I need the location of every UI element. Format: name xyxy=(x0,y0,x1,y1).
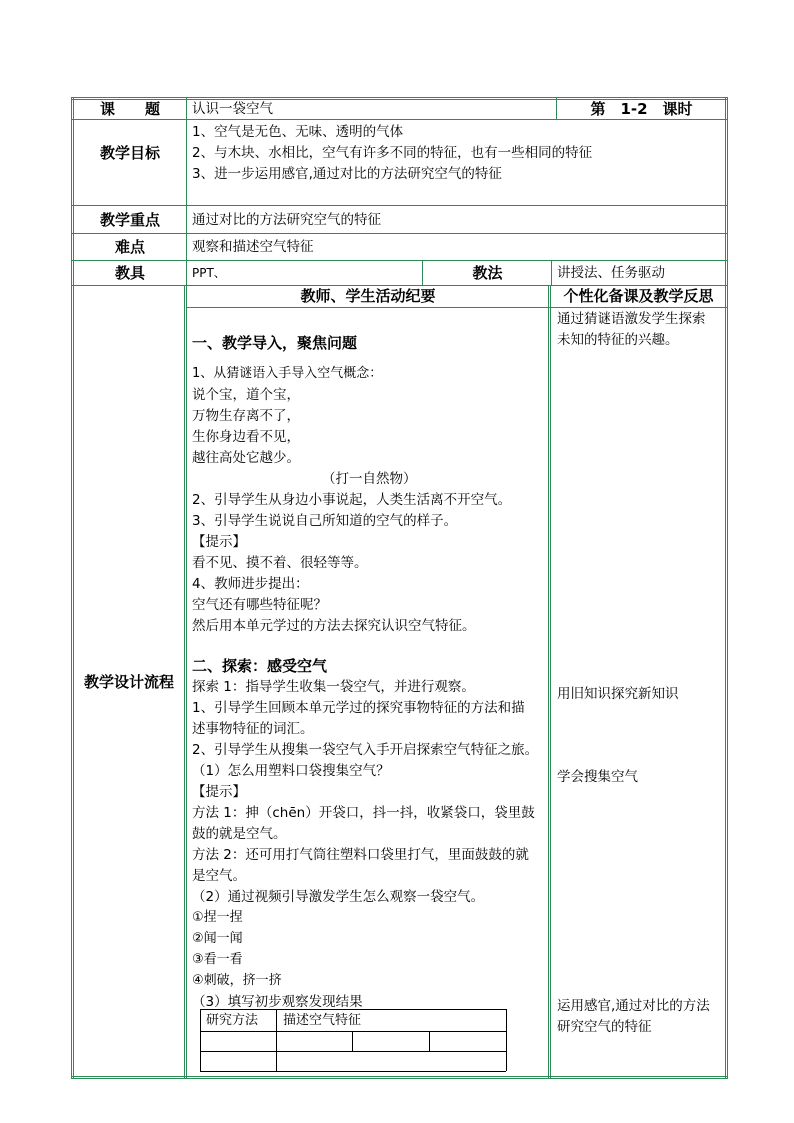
border-bottom xyxy=(72,1076,727,1079)
tools-label: 教具 xyxy=(114,264,145,282)
col-divider xyxy=(422,260,423,285)
col-divider xyxy=(551,260,552,285)
topic-value: 认识一袋空气 xyxy=(192,101,273,117)
focus-label: 教学重点 xyxy=(99,211,160,229)
tools-value: PPT、 xyxy=(192,266,226,280)
activity-line: （1）怎么用塑料口袋搜集空气？ xyxy=(192,763,390,779)
reflection-column-header: 个性化备课及教学反思 xyxy=(563,287,714,305)
activity-line: 2、引导学生从搜集一袋空气入手开启探索空气特征之旅。 xyxy=(192,742,539,758)
activity-line: 越往高处它越少。 xyxy=(192,450,300,466)
activity-line: 是空气。 xyxy=(192,868,246,884)
activity-line: （3）填写初步观察发现结果 xyxy=(192,994,363,1010)
activity-line: ③看一看 xyxy=(192,952,243,967)
section-heading: 一、教学导入，聚焦问题 xyxy=(192,334,358,352)
topic-label: 课 题 xyxy=(99,100,160,118)
method-label: 教法 xyxy=(472,264,503,282)
activity-line: 3、引导学生说说自己所知道的空气的样子。 xyxy=(192,513,458,529)
border-right xyxy=(725,97,728,1079)
activity-line: ②闻一闻 xyxy=(192,931,243,946)
activity-line: 方法 2：还可用打气筒往塑料口袋里打气，里面鼓鼓的就 xyxy=(192,847,529,863)
activity-line: 【提示】 xyxy=(192,534,246,550)
col-divider xyxy=(184,285,187,1079)
activity-line: 万物生存离不了， xyxy=(192,408,300,424)
activity-line: ④刺破，挤一挤 xyxy=(192,973,282,988)
activity-line: 生你身边看不见， xyxy=(192,429,300,445)
activity-line: 方法 1：抻（chēn）开袋口，抖一抖，收紧袋口，袋里鼓 xyxy=(192,805,535,821)
col-divider xyxy=(548,285,551,1079)
goal-item: 3、进一步运用感官,通过对比的方法研究空气的特征 xyxy=(192,166,502,182)
reflection-note: 学会搜集空气 xyxy=(557,769,638,785)
activity-line: 说个宝，道个宝， xyxy=(192,387,300,403)
goal-item: 1、空气是无色、无味、透明的气体 xyxy=(192,124,404,140)
reflection-note: 未知的特征的兴趣。 xyxy=(557,332,679,348)
divider xyxy=(186,307,727,308)
focus-value: 通过对比的方法研究空气的特征 xyxy=(192,212,381,228)
section-heading: 二、探索：感受空气 xyxy=(192,657,328,675)
activity-column-header: 教师、学生活动纪要 xyxy=(300,287,436,305)
difficulty-label: 难点 xyxy=(114,238,145,256)
divider xyxy=(72,119,727,120)
activity-line: 鼓的就是空气。 xyxy=(192,826,287,842)
method-value: 讲授法、任务驱动 xyxy=(557,265,665,281)
activity-line: 看不见、摸不着、很轻等等。 xyxy=(192,555,368,571)
table-header-feature: 描述空气特征 xyxy=(283,1013,362,1028)
activity-line: 述事物特征的词汇。 xyxy=(192,721,314,737)
activity-line: 1、引导学生回顾本单元学过的探究事物特征的方法和描 xyxy=(192,700,525,716)
difficulty-value: 观察和描述空气特征 xyxy=(192,239,314,255)
period-label: 第 1-2 课时 xyxy=(590,100,693,118)
activity-line: 【提示】 xyxy=(192,784,246,800)
activity-line: 然后用本单元学过的方法去探究认识空气特征。 xyxy=(192,618,476,634)
col-divider xyxy=(186,97,187,285)
activity-line: （2）通过视频引导激发学生怎么观察一袋空气。 xyxy=(192,889,485,905)
process-label: 教学设计流程 xyxy=(83,673,174,691)
reflection-note: 通过猜谜语激发学生探索 xyxy=(557,311,706,327)
activity-line: （打一自然物） xyxy=(322,471,417,487)
activity-line: 2、引导学生从身边小事说起，人类生活离不开空气。 xyxy=(192,492,512,508)
goals-label: 教学目标 xyxy=(99,144,160,162)
divider xyxy=(72,260,727,261)
divider xyxy=(72,233,727,234)
activity-line: 探索 1：指导学生收集一袋空气，并进行观察。 xyxy=(192,679,475,695)
reflection-note: 运用感官,通过对比的方法 xyxy=(557,998,710,1014)
activity-line: 空气还有哪些特征呢？ xyxy=(192,597,327,613)
table-header-method: 研究方法 xyxy=(206,1013,259,1028)
reflection-note: 研究空气的特征 xyxy=(557,1019,652,1035)
activity-line: 1、从猜谜语入手导入空气概念： xyxy=(192,366,383,381)
reflection-note: 用旧知识探究新知识 xyxy=(557,686,679,702)
divider xyxy=(72,205,727,206)
activity-line: 4、教师进步提出： xyxy=(192,576,309,592)
goal-item: 2、与木块、水相比，空气有许多不同的特征，也有一些相同的特征 xyxy=(192,145,593,161)
activity-line: ①捏一捏 xyxy=(192,910,243,925)
col-divider xyxy=(556,97,557,120)
